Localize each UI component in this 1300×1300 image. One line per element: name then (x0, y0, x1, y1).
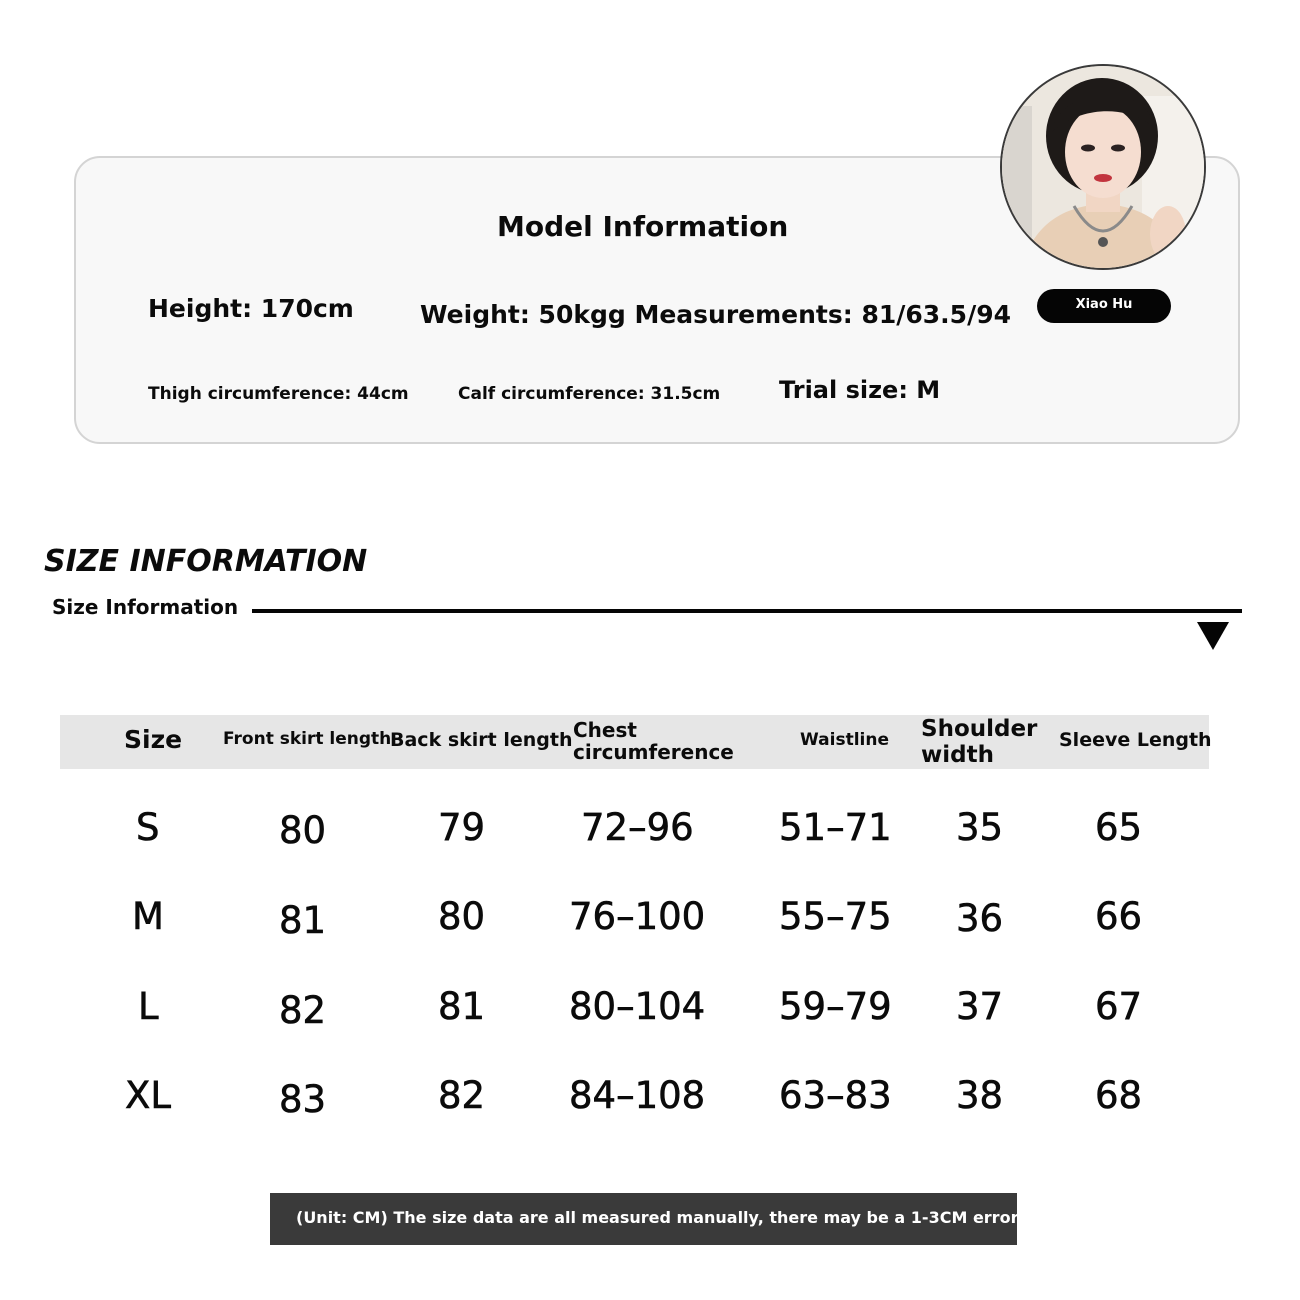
model-calf: Calf circumference: 31.5cm (458, 384, 721, 404)
column-header-chest-circumference: Chest circumference (573, 718, 734, 765)
table-cell-front: 80 (279, 809, 327, 852)
model-trial-size: Trial size: M (779, 376, 941, 404)
table-cell-shoulder: 36 (956, 897, 1004, 940)
table-cell-shoulder: 37 (956, 985, 1004, 1028)
table-cell-size: S (136, 806, 160, 849)
column-header-shoulder-width: Shoulder width (921, 716, 1038, 768)
section-divider (252, 609, 1242, 613)
table-cell-front: 82 (279, 989, 327, 1032)
table-cell-sleeve: 65 (1095, 806, 1143, 849)
model-thigh: Thigh circumference: 44cm (148, 384, 409, 404)
table-cell-waist: 55–75 (779, 895, 892, 938)
column-header-sleeve-length: Sleeve Length (1059, 729, 1212, 751)
table-cell-back: 79 (438, 806, 486, 849)
table-cell-front: 81 (279, 899, 327, 942)
size-info-subheading: Size Information (52, 595, 239, 619)
down-triangle-icon (1197, 622, 1229, 650)
table-cell-shoulder: 35 (956, 806, 1004, 849)
model-avatar (1000, 64, 1206, 270)
table-cell-shoulder: 38 (956, 1074, 1004, 1117)
column-header-front-skirt-length: Front skirt length (223, 729, 392, 749)
size-info-heading: SIZE INFORMATION (44, 544, 368, 579)
table-cell-back: 82 (438, 1074, 486, 1117)
table-cell-size: XL (125, 1074, 171, 1117)
table-cell-waist: 59–79 (779, 985, 892, 1028)
table-cell-waist: 63–83 (779, 1074, 892, 1117)
model-height: Height: 170cm (148, 294, 354, 323)
model-info-title: Model Information (497, 210, 789, 243)
table-cell-chest: 76–100 (569, 895, 706, 938)
table-cell-back: 80 (438, 895, 486, 938)
model-name-badge: Xiao Hu (1037, 289, 1171, 323)
table-cell-waist: 51–71 (779, 806, 892, 849)
table-cell-front: 83 (279, 1078, 327, 1121)
table-cell-size: L (138, 985, 159, 1028)
measurement-note: (Unit: CM) The size data are all measured manually, there may be a 1-3CM error (270, 1193, 1017, 1245)
table-cell-sleeve: 66 (1095, 895, 1143, 938)
table-cell-chest: 80–104 (569, 985, 706, 1028)
column-header-waistline: Waistline (800, 730, 889, 750)
column-header-size: Size (124, 725, 183, 754)
table-cell-back: 81 (438, 985, 486, 1028)
table-cell-chest: 84–108 (569, 1074, 706, 1117)
table-cell-sleeve: 67 (1095, 985, 1143, 1028)
column-header-back-skirt-length: Back skirt length (390, 729, 573, 751)
table-cell-chest: 72–96 (581, 806, 694, 849)
model-weight-measurements: Weight: 50kgg Measurements: 81/63.5/94 (420, 300, 1011, 329)
model-portrait-icon (1002, 66, 1204, 268)
table-cell-size: M (132, 895, 164, 938)
table-cell-sleeve: 68 (1095, 1074, 1143, 1117)
